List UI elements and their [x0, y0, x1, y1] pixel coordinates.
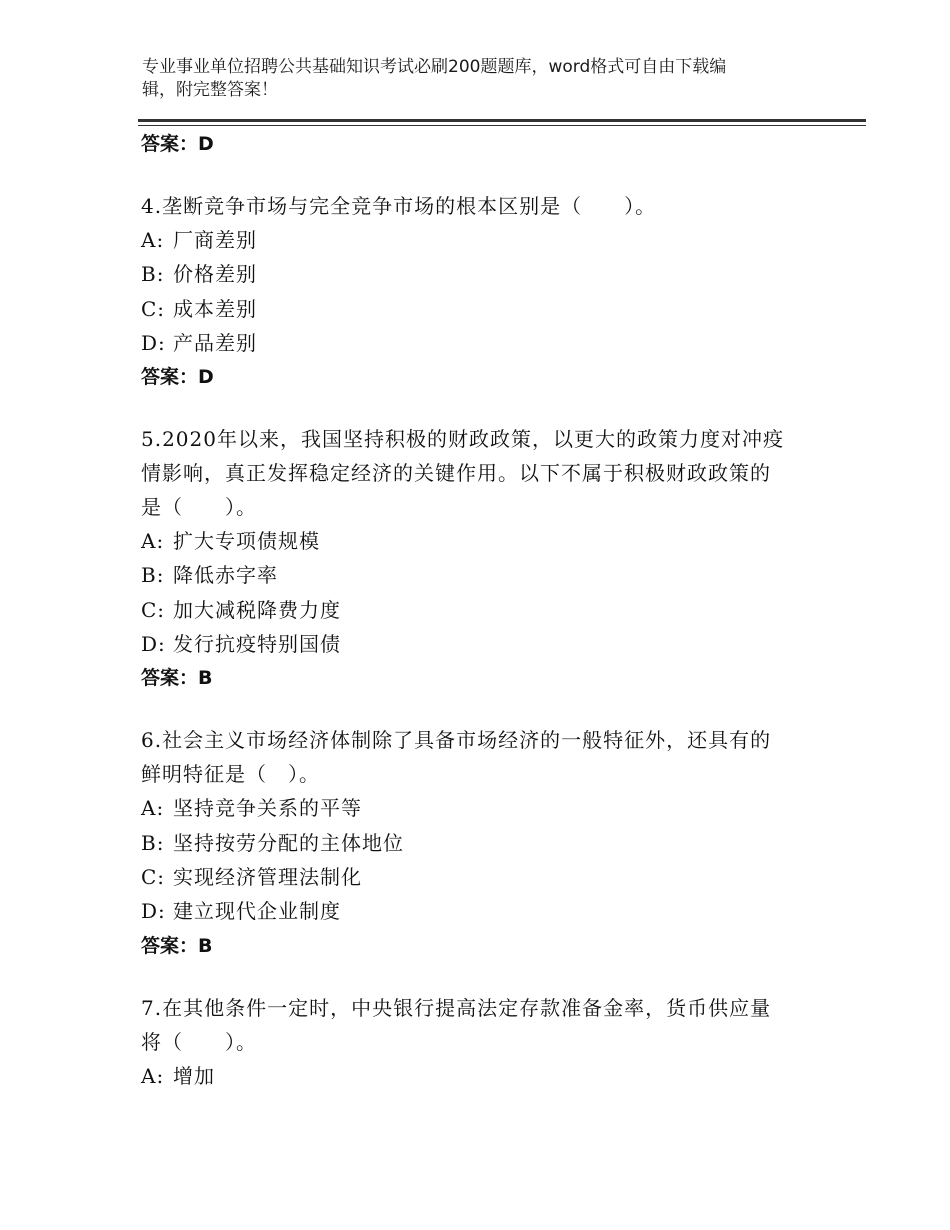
option-letter: B: [141, 830, 165, 855]
question-text-line-2: 将（ ）。 [141, 1029, 257, 1054]
option-text: 增加 [173, 1063, 215, 1088]
option-text: 发行抗疫特别国债 [173, 632, 341, 657]
option-text: 厂商差别 [173, 228, 257, 252]
option-text: 坚持按劳分配的主体地位 [173, 830, 404, 855]
option-text: 降低赤字率 [173, 563, 278, 588]
question-block-4 [141, 189, 811, 394]
option-letter: D: [141, 899, 166, 924]
option-letter: C: [141, 864, 166, 889]
question-text-line-2: 鲜明特征是（ ）。 [141, 762, 320, 787]
option-text: 实现经济管理法制化 [173, 864, 362, 889]
answer-text: 答案：B [141, 934, 213, 957]
option-d [141, 894, 811, 928]
option-letter: D: [141, 632, 166, 657]
option-a [141, 223, 811, 257]
question-block-6 [141, 723, 811, 962]
header-divider-thick [138, 119, 866, 122]
question-block-5 [141, 422, 811, 695]
question-text-line-1: 6.社会主义市场经济体制除了具备市场经济的一般特征外，还具有的 [141, 728, 772, 753]
question-text: 4.垄断竞争市场与完全竞争市场的根本区别是（ ）。 [141, 194, 657, 218]
option-letter: D: [141, 330, 166, 355]
option-letter: B: [141, 563, 165, 588]
question-text-line-3: 是（ ）。 [141, 495, 257, 520]
option-c [141, 292, 811, 326]
option-a [141, 791, 811, 825]
option-a [141, 524, 811, 558]
header-divider-thin [138, 125, 866, 126]
option-d [141, 326, 811, 360]
option-text: 产品差别 [173, 330, 257, 355]
option-text: 建立现代企业制度 [173, 899, 341, 924]
option-letter: A: [141, 796, 165, 821]
option-text: 扩大专项债规模 [173, 529, 320, 554]
option-text: 成本差别 [173, 296, 257, 321]
option-letter: A: [141, 228, 165, 252]
header-line-1: 专业事业单位招聘公共基础知识考试必刷200题题库，word格式可自由下载编 [142, 57, 727, 77]
page-header [142, 56, 842, 102]
option-c [141, 593, 811, 627]
question-text-line-1: 5.2020年以来，我国坚持积极的财政政策，以更大的政策力度对冲疫 [141, 427, 784, 452]
option-letter: A: [141, 529, 165, 554]
question-list [141, 127, 811, 1093]
answer-text: 答案：D [141, 366, 214, 389]
option-letter: A: [141, 1063, 165, 1088]
option-d [141, 627, 811, 661]
question-block-7 [141, 991, 811, 1093]
option-c [141, 860, 811, 894]
option-text: 加大减税降费力度 [173, 597, 341, 622]
option-b [141, 558, 811, 592]
option-text: 价格差别 [173, 262, 257, 287]
header-line-2: 辑，附完整答案！ [142, 80, 278, 100]
option-a [141, 1059, 811, 1093]
question-text-line-2: 情影响，真正发挥稳定经济的关键作用。以下不属于积极财政政策的 [141, 461, 771, 486]
option-text: 坚持竞争关系的平等 [173, 796, 362, 821]
option-b [141, 257, 811, 291]
option-letter: B: [141, 262, 165, 287]
option-letter: C: [141, 296, 166, 321]
previous-answer: 答案：D [141, 133, 214, 155]
question-text-line-1: 7.在其他条件一定时，中央银行提高法定存款准备金率，货币供应量 [141, 995, 772, 1020]
answer-text: 答案：B [141, 667, 213, 690]
option-letter: C: [141, 597, 166, 622]
option-b [141, 826, 811, 860]
